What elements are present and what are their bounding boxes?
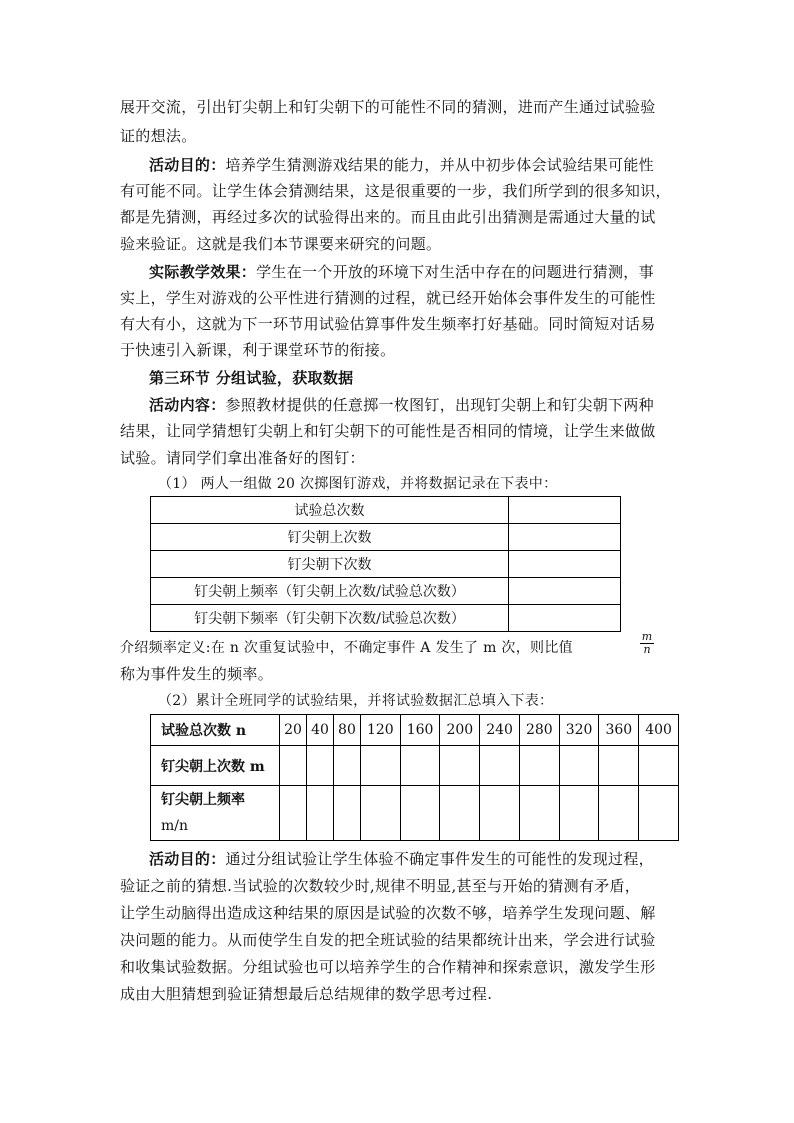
content-label: 活动内容： xyxy=(149,396,226,414)
table-row xyxy=(151,524,621,551)
blank-cell[interactable] xyxy=(509,497,621,524)
blank-cell[interactable] xyxy=(306,746,333,786)
table-row xyxy=(151,551,621,578)
frequency-definition: 介绍频率定义:在 n 次重复试验中，不确定事件 A 发生了 m 次，则比值 xyxy=(120,640,573,656)
goal-text: 培养学生猜测游戏结果的能力，并从中初步体会试验结果可能性 xyxy=(225,156,654,174)
blank-cell[interactable] xyxy=(480,786,520,841)
table-row xyxy=(151,746,679,786)
fraction-numerator: m xyxy=(641,630,653,643)
table-row xyxy=(151,497,621,524)
blank-cell[interactable] xyxy=(519,746,559,786)
count-cell: 280 xyxy=(519,715,559,746)
count-cell: 400 xyxy=(639,715,679,746)
text-line: 结果，让同学猜想钉尖朝上和钉尖朝下的可能性是否相同的情境，让学生来做做 xyxy=(120,422,656,440)
blank-cell[interactable] xyxy=(440,746,480,786)
goal-label: 活动目的： xyxy=(149,850,226,868)
count-cell: 40 xyxy=(306,715,333,746)
count-cell: 120 xyxy=(360,715,400,746)
table-cell: 钉尖朝上频率（钉尖朝上次数/试验总次数） xyxy=(151,578,509,605)
text-line: 实上，学生对游戏的公平性进行猜测的过程，就已经开始体会事件发生的可能性 xyxy=(120,289,656,307)
blank-cell[interactable] xyxy=(509,605,621,632)
text-line: 验证之前的猜想.当试验的次数较少时,规律不明显,甚至与开始的猜测有矛盾， xyxy=(120,877,641,895)
section-heading: 第三环节 分组试验，获取数据 xyxy=(149,369,354,387)
table-cell: 钉尖朝下次数 xyxy=(151,551,509,578)
blank-cell[interactable] xyxy=(400,786,440,841)
effect-text: 学生在一个开放的环境下对生活中存在的问题进行猜测，事 xyxy=(256,263,654,281)
paragraph-goal xyxy=(149,155,654,175)
instruction-2: （2）累计全班同学的试验结果，并将试验数据汇总填入下表： xyxy=(158,693,554,709)
row-label-line: 钉尖朝上频率 xyxy=(161,792,245,808)
blank-cell[interactable] xyxy=(559,746,599,786)
table-cell: 试验总次数 xyxy=(151,497,509,524)
text-line: 于快速引入新课，利于课堂环节的衔接。 xyxy=(120,341,396,359)
blank-cell[interactable] xyxy=(400,746,440,786)
text-line: 让学生动脑得出造成这种结果的原因是试验的次数不够，培养学生发现问题、解 xyxy=(120,904,656,922)
count-cell: 20 xyxy=(280,715,307,746)
row-label-up-count: 钉尖朝上次数 m xyxy=(151,746,280,786)
count-cell: 320 xyxy=(559,715,599,746)
paragraph-goal-2 xyxy=(149,849,654,869)
blank-cell[interactable] xyxy=(599,786,639,841)
text-line: 证的想法。 xyxy=(120,127,197,145)
blank-cell[interactable] xyxy=(280,786,307,841)
summary-table xyxy=(150,714,679,841)
blank-cell[interactable] xyxy=(509,551,621,578)
text-line: 有可能不同。让学生体会猜测结果，这是很重要的一步，我们所学到的很多知识， xyxy=(120,182,671,200)
table-cell: 钉尖朝上次数 xyxy=(151,524,509,551)
text-line: 有大有小，这就为下一环节用试验估算事件发生频率打好基础。同时简短对话易 xyxy=(120,315,656,333)
blank-cell[interactable] xyxy=(509,524,621,551)
text-line: 都是先猜测，再经过多次的试验得出来的。而且由此引出猜测是需通过大量的试 xyxy=(120,208,656,226)
blank-cell[interactable] xyxy=(333,786,360,841)
goal-label: 活动目的： xyxy=(149,156,226,174)
row-label-line: m/n xyxy=(161,818,189,834)
text-line: 试验。请同学们拿出准备好的图钉： xyxy=(120,449,365,467)
table-row xyxy=(151,786,679,841)
table-row xyxy=(151,578,621,605)
blank-cell[interactable] xyxy=(639,746,679,786)
paragraph-effect xyxy=(149,262,654,282)
text-line: 决问题的能力。从而使学生自发的把全班试验的结果都统计出来，学会进行试验 xyxy=(120,931,656,949)
fraction-m-over-n xyxy=(640,631,654,656)
record-table xyxy=(150,496,621,632)
text-line: 和收集试验数据。分组试验也可以培养学生的合作精神和探索意识，激发学生形 xyxy=(120,958,656,976)
blank-cell[interactable] xyxy=(280,746,307,786)
table-row xyxy=(151,715,679,746)
text-line: 成由大胆猜想到验证猜想最后总结规律的数学思考过程. xyxy=(120,985,493,1003)
count-cell: 80 xyxy=(333,715,360,746)
blank-cell[interactable] xyxy=(440,786,480,841)
text-line: 展开交流，引出钉尖朝上和钉尖朝下的可能性不同的猜测，进而产生通过试验验 xyxy=(120,98,656,116)
table-row xyxy=(151,605,621,632)
count-cell: 360 xyxy=(599,715,639,746)
fraction-denominator: n xyxy=(643,643,651,656)
blank-cell[interactable] xyxy=(306,786,333,841)
instruction-1: （1） 两人一组做 20 次掷图钉游戏，并将数据记录在下表中： xyxy=(158,476,558,492)
blank-cell[interactable] xyxy=(599,746,639,786)
table-cell: 钉尖朝下频率（钉尖朝下次数/试验总次数） xyxy=(151,605,509,632)
blank-cell[interactable] xyxy=(360,786,400,841)
goal-text: 通过分组试验让学生体验不确定事件发生的可能性的发现过程， xyxy=(225,850,654,868)
row-label-total: 试验总次数 n xyxy=(151,715,280,746)
effect-label: 实际教学效果： xyxy=(149,263,257,281)
blank-cell[interactable] xyxy=(360,746,400,786)
blank-cell[interactable] xyxy=(480,746,520,786)
paragraph-content xyxy=(149,395,654,415)
content-text: 参照教材提供的任意掷一枚图钉，出现钉尖朝上和钉尖朝下两种 xyxy=(225,396,654,414)
blank-cell[interactable] xyxy=(639,786,679,841)
blank-cell[interactable] xyxy=(559,786,599,841)
blank-cell[interactable] xyxy=(509,578,621,605)
text-line: 验来验证。这就是我们本节课要来研究的问题。 xyxy=(120,235,442,253)
row-label-up-frequency xyxy=(151,786,280,841)
blank-cell[interactable] xyxy=(333,746,360,786)
count-cell: 160 xyxy=(400,715,440,746)
count-cell: 200 xyxy=(440,715,480,746)
text-line: 称为事件发生的频率。 xyxy=(120,665,274,683)
count-cell: 240 xyxy=(480,715,520,746)
blank-cell[interactable] xyxy=(519,786,559,841)
